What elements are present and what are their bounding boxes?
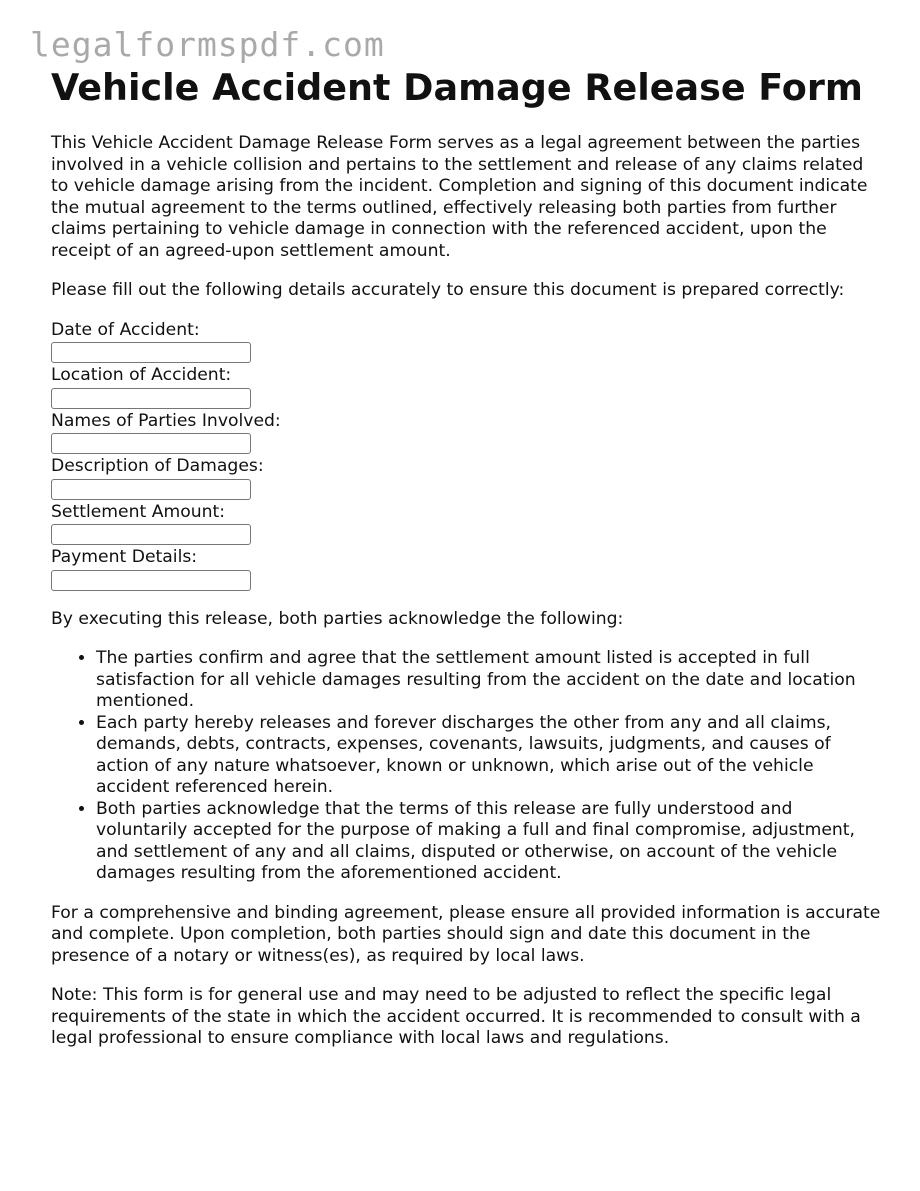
list-item: • The parties confirm and agree that the settlement amount listed is accepted in full satisfaction for all vehicle damages resulting from the accident on the date and location mentioned. (96, 648, 881, 713)
names-of-parties-label: Names of Parties Involved: (51, 410, 281, 431)
date-of-accident-input[interactable] (51, 342, 251, 363)
payment-details-label: Payment Details: (51, 547, 198, 567)
acknowledgement-list (51, 648, 881, 885)
field-settlement-amount (51, 502, 881, 546)
page-title: Vehicle Accident Damage Release Form (51, 66, 863, 109)
field-description-of-damages (51, 456, 881, 500)
acknowledgement-lead: By executing this release, both parties acknowledge the following: (51, 608, 624, 629)
details-form (51, 320, 881, 591)
list-item: • Both parties acknowledge that the terms of this release are fully understood and voluntarily accepted for the purpose of making a full and final compromise, adjustment, and settlement of any and all claims, disputed or otherwise, on account of the vehicle damages resulting from the aforementioned accident. (96, 799, 881, 885)
settlement-amount-label: Settlement Amount: (51, 501, 226, 522)
description-of-damages-input[interactable] (51, 479, 251, 500)
note-paragraph: Note: This form is for general use and may need to be adjusted to reflect the specific legal requirements of the state in which the accident occurred. It is recommended to consult with a legal professional to ensure compliance with local laws and regulations. (51, 985, 861, 1048)
closing-paragraph: For a comprehensive and binding agreement, please ensure all provided information is accurate and complete. Upon completion, both parties should sign and date this document in the presence of a notary or witness(es), as required by local laws. (51, 902, 881, 966)
document-body (51, 66, 881, 1050)
field-names-of-parties (51, 411, 881, 455)
location-of-accident-label: Location of Accident: (51, 365, 232, 385)
payment-details-input[interactable] (51, 570, 251, 591)
field-date-of-accident (51, 320, 881, 364)
location-of-accident-input[interactable] (51, 388, 251, 409)
names-of-parties-input[interactable] (51, 433, 251, 454)
date-of-accident-label: Date of Accident: (51, 319, 200, 340)
field-location-of-accident (51, 365, 881, 409)
instructions-paragraph: Please fill out the following details accurately to ensure this document is prepared correctly: (51, 280, 845, 300)
field-payment-details (51, 547, 881, 591)
intro-paragraph: This Vehicle Accident Damage Release Form serves as a legal agreement between the parties involved in a vehicle collision and pertains to the settlement and release of any claims related to vehicle damage arising from the incident. Completion and signing of this document indicate the mutual agreement to the terms outlined, effectively releasing both parties from further claims pertaining to vehicle damage in connection with the referenced accident, upon the receipt of an agreed-upon settlement amount. (51, 133, 868, 261)
list-item: • Each party hereby releases and forever discharges the other from any and all claims, demands, debts, contracts, expenses, covenants, lawsuits, judgments, and causes of action of any nature whatsoever, known or unknown, which arise out of the vehicle accident referenced herein. (96, 713, 881, 799)
watermark: legalformspdf.com (30, 25, 385, 64)
settlement-amount-input[interactable] (51, 524, 251, 545)
description-of-damages-label: Description of Damages: (51, 456, 264, 476)
